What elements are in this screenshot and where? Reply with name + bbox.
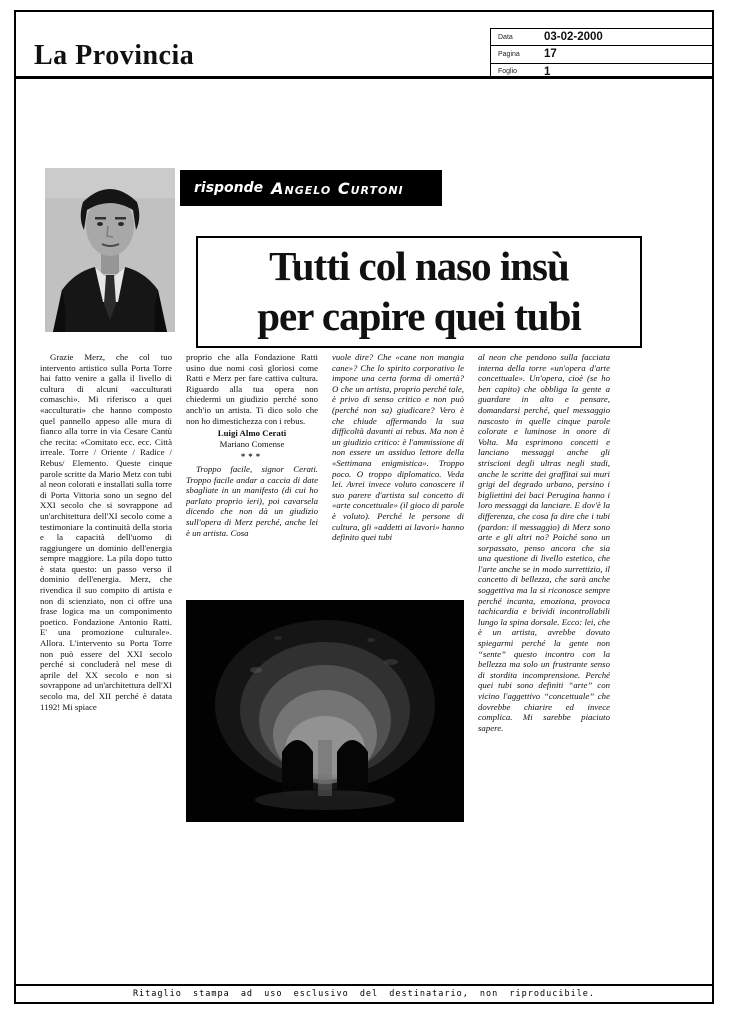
column-4-text: al neon che pendono sulla facciata interna della torre «un'opera d'arte concettuale». Un'opera, cioè (se ho ben capito) che obbliga la gente a guardare in alto e pensare, domandarsi perché, quel messaggio nascosto in quelle cinque parole colorate e luminose in onore di Volta. Ma esprimono concetti e lanciano messaggi anche gli striscioni degli ultras negli stadi, anche le scritte dei graffitai sui muri grigi del degrado urbano, persino i bigliettini dei baci Perugina hanno i loro messaggi da lanciare. E dov'è la differenza, che cosa fa dire che i tubi (pardon: il messaggio) di Merz sono arte e gli altri no? Poiché sono un sorpassato, penso ancora che sia una questione di livello estetico, che l'arte anche se in modo surrettizio, il concetto di bellezza, che sarà anche soggettiva ma la si riconosce sempre perché incanta, emoziona, provoca tachicardia e brividi incontrollabili lungo la spina dorsale. Ecco: lei, che è un artista, avrebbe dovuto spiegarmi perché la gente non “sente” questo incontro con la bellezza ma solo un frustrante senso di stordita incomprensione. Perché quei tubi sono definiti “arte” con vicino l'aggettivo “concettuale” che dovrebbe chiarire ed invece complica. Mi sarebbe piaciuto sapere. xyxy=(478,352,610,733)
kicker-columnist-name: Angelo Curtoni xyxy=(271,178,404,198)
info-row-sheet xyxy=(491,64,712,80)
article-column-1 xyxy=(40,352,172,834)
column-1-text: Grazie Merz, che col tuo intervento artistico sulla Porta Torre hai fatto venire a galla il livello di cultura di alcuni «acculturati comaschi». Mi riferisco a quei «acculturati» che hanno composto quel pannello appeso alle mura di fianco alla torre in via Cesare Cantù che recita: «Comitato ecc. ecc. Città irreale. Torre / Oriente / Radice / Rebus/ Elemento. Queste cinque parole scritte da Mario Metz con tubi al neon colorati e installati sulla torre di Porta Vittoria sono un segno del XXI secolo che si sovrappone ad un'architettura dell'XI secolo come a testimoniare la continuità della storia e la capacità dell'uomo di raggiungere un dominio dell'energia sempre maggiore. La pila dopo tutto è stata questo: un passo verso il dominio dell'energia. Merz, che rivendica il suo compito di artista e non di scienziato, non ci offre una frase logica ma un componimento poetico. Fondazione Antonio Ratti. E' una promozione culturale». Allora. L'intervento su Porta Torre non può essere del XXI secolo perché si concluderà nel mese di aprile del XX secolo e non si sovrappone ad un'architettura dell'XI secolo ma, del XII perché è datata 1192! Mi spiace xyxy=(40,352,172,712)
info-row-page xyxy=(491,46,712,63)
section-separator: *** xyxy=(240,451,264,462)
kicker-banner xyxy=(180,170,442,206)
info-label-date: Data xyxy=(498,33,513,41)
columnist-portrait-photo xyxy=(45,168,175,332)
tubes-photo-graphic xyxy=(186,600,464,822)
info-label-page: Pagina xyxy=(498,50,520,58)
article-column-4 xyxy=(478,352,610,850)
info-value-date: 03-02-2000 xyxy=(544,31,603,44)
column-2-letter-text: proprio che alla Fondazione Ratti usino due nomi così gloriosi come Ratti e Merz per fare cattiva cultura. Riguardo alla tua opera non chiedermi un giudizio perché sono anch'io un artista. Ti dico solo che non ho dimestichezza con i rebus. xyxy=(186,352,318,426)
headline-line-2: per capire quei tubi xyxy=(257,293,581,339)
letter-signature-place: Mariano Comense xyxy=(219,438,285,449)
info-label-sheet: Foglio xyxy=(498,68,518,76)
info-value-page: 17 xyxy=(544,48,557,61)
column-2-reply-text: Troppo facile, signor Cerati. Troppo facile andar a caccia di date sbagliate in un manifesto (di cui ho parlato proprio ieri), poi cavarsela dicendo che non dà un giudizio sull'opera di Merz perché, anche lei è un artista. Cosa xyxy=(186,463,318,538)
kicker-prefix: risponde xyxy=(194,180,264,196)
footer-rule xyxy=(16,984,712,986)
article-photo-neon-tubes xyxy=(186,600,464,822)
column-3-text: vuole dire? Che «cane non mangia cane»? Che lo spirito corporativo le impone una certa forma di omertà? O che un artista, proprio perché tale, è privo di senso critico e non può (perché non sa) giudicare? Vero è che chiude affermando la sua difficoltà davanti ai rebus. Ma non è un giudizio critico: è l'ammissione di non essere un assiduo lettore della «Settimana enigmistica». Troppo poco. O troppo diplomatico. Veda lei. Avrei invece voluto conoscere il suo parere d'artista sul concetto di «arte concettuale» (il gioco di parole è voluto). Perché le persone di cultura, gli «addetti ai lavori» hanno definito quei tubi xyxy=(332,352,464,543)
article-column-3 xyxy=(332,352,464,598)
letter-signature-name: Luigi Almo Cerati xyxy=(217,428,287,439)
clipping-info-box xyxy=(490,28,712,78)
headline-box xyxy=(196,236,642,348)
headline-line-1: Tutti col naso insù xyxy=(269,243,569,289)
newspaper-masthead: La Provincia xyxy=(34,40,195,71)
portrait-photo-graphic xyxy=(45,168,175,332)
info-row-date xyxy=(491,29,712,46)
article-column-2 xyxy=(186,352,318,598)
info-value-sheet: 1 xyxy=(544,65,551,78)
footer-disclaimer: Ritaglio stampa ad uso esclusivo del destinatario, non riproducibile. xyxy=(132,989,596,999)
